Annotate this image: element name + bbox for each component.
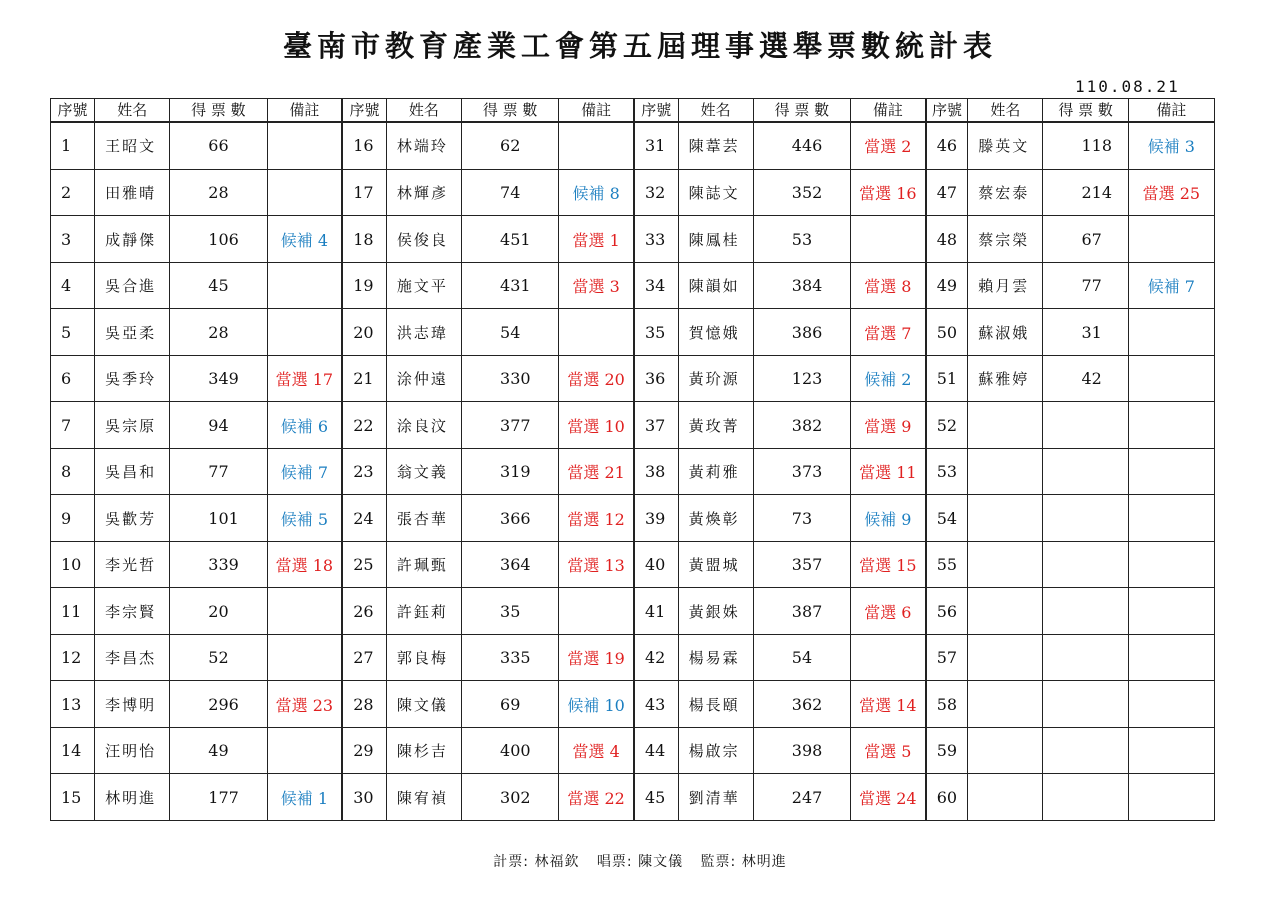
cell-seq: 53 <box>926 448 968 495</box>
cell-name: 劉清華 <box>678 774 753 821</box>
header-votes: 得 票 數 <box>753 99 850 123</box>
cell-note <box>559 588 634 635</box>
cell-seq: 42 <box>634 634 678 681</box>
cell-votes: 366 <box>462 495 559 542</box>
cell-votes <box>1043 634 1128 681</box>
cell-note: 候補 2 <box>851 355 926 402</box>
cell-votes: 31 <box>1043 309 1128 356</box>
cell-note: 候補 6 <box>267 402 342 449</box>
cell-note <box>267 634 342 681</box>
cell-note: 候補 1 <box>267 774 342 821</box>
cell-note <box>1128 495 1214 542</box>
page-title: 臺南市教育產業工會第五屆理事選舉票數統計表 <box>282 29 997 63</box>
cell-seq: 27 <box>342 634 386 681</box>
cell-seq: 47 <box>926 169 968 216</box>
cell-votes <box>1043 588 1128 635</box>
cell-name <box>968 588 1043 635</box>
cell-note: 當選 1 <box>559 216 634 263</box>
cell-name: 陳杉吉 <box>386 727 461 774</box>
cell-votes <box>1043 402 1128 449</box>
cell-seq: 34 <box>634 262 678 309</box>
vote-monitor: 監票: 林明進 <box>700 854 787 870</box>
cell-name: 王昭文 <box>95 122 170 169</box>
cell-votes: 69 <box>462 681 559 728</box>
cell-name: 郭良梅 <box>386 634 461 681</box>
cell-note: 當選 21 <box>559 448 634 495</box>
cell-name: 黃莉雅 <box>678 448 753 495</box>
cell-seq: 26 <box>342 588 386 635</box>
header-seq: 序號 <box>634 99 678 123</box>
cell-name: 張杏華 <box>386 495 461 542</box>
vote-caller: 唱票: 陳文儀 <box>596 854 684 870</box>
cell-note <box>267 309 342 356</box>
cell-name: 侯俊良 <box>386 216 461 263</box>
cell-votes: 398 <box>753 727 850 774</box>
cell-seq: 59 <box>926 727 968 774</box>
cell-seq: 49 <box>926 262 968 309</box>
cell-name: 吳昌和 <box>95 448 170 495</box>
table-row <box>51 122 1215 169</box>
cell-note <box>1128 634 1214 681</box>
cell-seq: 23 <box>342 448 386 495</box>
cell-note: 候補 3 <box>1128 122 1214 169</box>
cell-seq: 24 <box>342 495 386 542</box>
cell-name: 汪明怡 <box>95 727 170 774</box>
cell-votes: 382 <box>753 402 850 449</box>
cell-seq: 8 <box>51 448 95 495</box>
cell-name: 蘇淑娥 <box>968 309 1043 356</box>
cell-note <box>851 634 926 681</box>
cell-votes: 349 <box>170 355 267 402</box>
cell-votes: 377 <box>462 402 559 449</box>
cell-name: 林端玲 <box>386 122 461 169</box>
footer-signatures <box>0 851 1280 871</box>
cell-name <box>968 541 1043 588</box>
cell-name <box>968 727 1043 774</box>
cell-votes <box>1043 495 1128 542</box>
cell-note <box>1128 355 1214 402</box>
header-note: 備註 <box>851 99 926 123</box>
cell-votes <box>1043 774 1128 821</box>
cell-votes: 386 <box>753 309 850 356</box>
cell-note <box>1128 774 1214 821</box>
cell-name: 楊長頤 <box>678 681 753 728</box>
cell-name <box>968 774 1043 821</box>
cell-name: 楊易霖 <box>678 634 753 681</box>
cell-seq: 58 <box>926 681 968 728</box>
cell-seq: 40 <box>634 541 678 588</box>
table-row <box>51 169 1215 216</box>
cell-seq: 29 <box>342 727 386 774</box>
cell-note <box>1128 727 1214 774</box>
cell-note <box>267 727 342 774</box>
cell-votes: 74 <box>462 169 559 216</box>
table-row <box>51 262 1215 309</box>
cell-votes: 62 <box>462 122 559 169</box>
cell-name: 陳文儀 <box>386 681 461 728</box>
cell-seq: 11 <box>51 588 95 635</box>
cell-votes: 66 <box>170 122 267 169</box>
cell-note <box>559 122 634 169</box>
cell-name: 楊啟宗 <box>678 727 753 774</box>
header-seq: 序號 <box>342 99 386 123</box>
cell-name: 陳宥禎 <box>386 774 461 821</box>
cell-votes: 357 <box>753 541 850 588</box>
header-note: 備註 <box>1128 99 1214 123</box>
cell-votes: 118 <box>1043 122 1128 169</box>
cell-note <box>267 169 342 216</box>
cell-name: 涂良汶 <box>386 402 461 449</box>
cell-seq: 21 <box>342 355 386 402</box>
table-header-row <box>51 99 1215 123</box>
cell-note <box>1128 216 1214 263</box>
cell-votes: 431 <box>462 262 559 309</box>
cell-name <box>968 681 1043 728</box>
cell-note: 候補 7 <box>1128 262 1214 309</box>
cell-votes: 53 <box>753 216 850 263</box>
cell-seq: 45 <box>634 774 678 821</box>
cell-name: 洪志瑋 <box>386 309 461 356</box>
cell-seq: 55 <box>926 541 968 588</box>
cell-name: 黃銀姝 <box>678 588 753 635</box>
cell-votes: 54 <box>462 309 559 356</box>
header-name: 姓名 <box>678 99 753 123</box>
cell-note: 當選 24 <box>851 774 926 821</box>
vote-count-table <box>50 98 1215 821</box>
cell-name: 黃玫菁 <box>678 402 753 449</box>
cell-seq: 51 <box>926 355 968 402</box>
cell-votes: 101 <box>170 495 267 542</box>
cell-seq: 46 <box>926 122 968 169</box>
cell-name: 蔡宏泰 <box>968 169 1043 216</box>
cell-name: 許珮甄 <box>386 541 461 588</box>
cell-note <box>267 122 342 169</box>
header-seq: 序號 <box>51 99 95 123</box>
cell-seq: 1 <box>51 122 95 169</box>
cell-name: 李光哲 <box>95 541 170 588</box>
cell-note: 當選 18 <box>267 541 342 588</box>
cell-name: 蔡宗榮 <box>968 216 1043 263</box>
cell-votes: 330 <box>462 355 559 402</box>
cell-votes: 123 <box>753 355 850 402</box>
cell-note: 候補 10 <box>559 681 634 728</box>
cell-votes: 49 <box>170 727 267 774</box>
cell-seq: 9 <box>51 495 95 542</box>
table-row <box>51 402 1215 449</box>
cell-votes: 77 <box>170 448 267 495</box>
cell-name: 涂仲遠 <box>386 355 461 402</box>
cell-votes: 387 <box>753 588 850 635</box>
cell-seq: 14 <box>51 727 95 774</box>
cell-note: 當選 23 <box>267 681 342 728</box>
cell-name: 李博明 <box>95 681 170 728</box>
cell-seq: 60 <box>926 774 968 821</box>
cell-note: 當選 15 <box>851 541 926 588</box>
cell-seq: 19 <box>342 262 386 309</box>
cell-seq: 18 <box>342 216 386 263</box>
table-row <box>51 541 1215 588</box>
table-row <box>51 448 1215 495</box>
cell-note: 候補 8 <box>559 169 634 216</box>
cell-note: 當選 6 <box>851 588 926 635</box>
cell-votes <box>1043 448 1128 495</box>
cell-seq: 22 <box>342 402 386 449</box>
cell-votes: 373 <box>753 448 850 495</box>
cell-seq: 33 <box>634 216 678 263</box>
cell-votes: 446 <box>753 122 850 169</box>
cell-seq: 50 <box>926 309 968 356</box>
cell-note <box>1128 681 1214 728</box>
cell-name: 吳合進 <box>95 262 170 309</box>
cell-note: 當選 3 <box>559 262 634 309</box>
cell-note: 候補 4 <box>267 216 342 263</box>
cell-votes: 384 <box>753 262 850 309</box>
cell-note: 候補 9 <box>851 495 926 542</box>
cell-seq: 5 <box>51 309 95 356</box>
cell-name: 蘇雅婷 <box>968 355 1043 402</box>
header-votes: 得 票 數 <box>462 99 559 123</box>
cell-name: 陳鳳桂 <box>678 216 753 263</box>
cell-votes: 296 <box>170 681 267 728</box>
cell-note: 候補 5 <box>267 495 342 542</box>
cell-seq: 52 <box>926 402 968 449</box>
cell-seq: 30 <box>342 774 386 821</box>
cell-votes: 352 <box>753 169 850 216</box>
cell-name: 賀憶娥 <box>678 309 753 356</box>
cell-votes: 319 <box>462 448 559 495</box>
cell-note: 候補 7 <box>267 448 342 495</box>
cell-name: 陳葦芸 <box>678 122 753 169</box>
cell-votes: 214 <box>1043 169 1128 216</box>
cell-name: 賴月雲 <box>968 262 1043 309</box>
cell-seq: 12 <box>51 634 95 681</box>
cell-seq: 35 <box>634 309 678 356</box>
cell-seq: 56 <box>926 588 968 635</box>
header-name: 姓名 <box>95 99 170 123</box>
header-note: 備註 <box>267 99 342 123</box>
cell-note: 當選 9 <box>851 402 926 449</box>
cell-note <box>1128 309 1214 356</box>
cell-name: 許鈺莉 <box>386 588 461 635</box>
cell-seq: 3 <box>51 216 95 263</box>
cell-votes: 73 <box>753 495 850 542</box>
header-name: 姓名 <box>968 99 1043 123</box>
document-date: 110.08.21 <box>1075 77 1180 96</box>
cell-name: 黃玠源 <box>678 355 753 402</box>
cell-name: 成靜傑 <box>95 216 170 263</box>
table-row <box>51 495 1215 542</box>
cell-name: 李宗賢 <box>95 588 170 635</box>
cell-note <box>267 588 342 635</box>
cell-note <box>1128 588 1214 635</box>
cell-name <box>968 634 1043 681</box>
cell-name: 吳季玲 <box>95 355 170 402</box>
cell-seq: 15 <box>51 774 95 821</box>
cell-votes <box>1043 541 1128 588</box>
cell-votes: 362 <box>753 681 850 728</box>
cell-name: 吳歡芳 <box>95 495 170 542</box>
cell-votes <box>1043 727 1128 774</box>
cell-name: 田雅晴 <box>95 169 170 216</box>
cell-seq: 4 <box>51 262 95 309</box>
cell-note <box>559 309 634 356</box>
cell-seq: 2 <box>51 169 95 216</box>
cell-name: 翁文義 <box>386 448 461 495</box>
cell-note: 當選 13 <box>559 541 634 588</box>
cell-seq: 39 <box>634 495 678 542</box>
cell-note: 當選 17 <box>267 355 342 402</box>
table-row <box>51 681 1215 728</box>
cell-seq: 43 <box>634 681 678 728</box>
cell-note: 當選 8 <box>851 262 926 309</box>
cell-note <box>1128 541 1214 588</box>
cell-note: 當選 11 <box>851 448 926 495</box>
cell-seq: 44 <box>634 727 678 774</box>
cell-name: 李昌杰 <box>95 634 170 681</box>
cell-votes: 28 <box>170 309 267 356</box>
cell-votes: 335 <box>462 634 559 681</box>
cell-votes: 339 <box>170 541 267 588</box>
header-name: 姓名 <box>386 99 461 123</box>
cell-name <box>968 495 1043 542</box>
cell-seq: 10 <box>51 541 95 588</box>
header-votes: 得 票 數 <box>170 99 267 123</box>
cell-seq: 48 <box>926 216 968 263</box>
cell-note: 當選 20 <box>559 355 634 402</box>
cell-note <box>1128 448 1214 495</box>
cell-note: 當選 2 <box>851 122 926 169</box>
cell-votes: 20 <box>170 588 267 635</box>
cell-name <box>968 448 1043 495</box>
cell-seq: 41 <box>634 588 678 635</box>
cell-note <box>851 216 926 263</box>
cell-votes: 451 <box>462 216 559 263</box>
cell-votes: 54 <box>753 634 850 681</box>
cell-note: 當選 16 <box>851 169 926 216</box>
table-body <box>51 122 1215 821</box>
cell-note: 當選 12 <box>559 495 634 542</box>
table-row <box>51 355 1215 402</box>
cell-seq: 7 <box>51 402 95 449</box>
cell-votes: 35 <box>462 588 559 635</box>
cell-votes <box>1043 681 1128 728</box>
cell-name: 林明進 <box>95 774 170 821</box>
cell-seq: 16 <box>342 122 386 169</box>
cell-seq: 28 <box>342 681 386 728</box>
cell-name: 吳宗原 <box>95 402 170 449</box>
cell-votes: 45 <box>170 262 267 309</box>
table-row <box>51 634 1215 681</box>
table-row <box>51 727 1215 774</box>
cell-note: 當選 10 <box>559 402 634 449</box>
table-row <box>51 216 1215 263</box>
table-row <box>51 588 1215 635</box>
cell-seq: 25 <box>342 541 386 588</box>
cell-votes: 28 <box>170 169 267 216</box>
cell-votes: 52 <box>170 634 267 681</box>
header-votes: 得 票 數 <box>1043 99 1128 123</box>
cell-note <box>1128 402 1214 449</box>
cell-votes: 177 <box>170 774 267 821</box>
cell-name: 陳韻如 <box>678 262 753 309</box>
header-note: 備註 <box>559 99 634 123</box>
cell-note <box>267 262 342 309</box>
cell-seq: 37 <box>634 402 678 449</box>
cell-note: 當選 22 <box>559 774 634 821</box>
cell-votes: 42 <box>1043 355 1128 402</box>
cell-note: 當選 19 <box>559 634 634 681</box>
table-row <box>51 309 1215 356</box>
cell-name: 林輝彥 <box>386 169 461 216</box>
cell-seq: 36 <box>634 355 678 402</box>
cell-seq: 20 <box>342 309 386 356</box>
cell-name: 黃盟城 <box>678 541 753 588</box>
cell-seq: 38 <box>634 448 678 495</box>
cell-seq: 6 <box>51 355 95 402</box>
cell-votes: 106 <box>170 216 267 263</box>
cell-name: 施文平 <box>386 262 461 309</box>
cell-votes: 302 <box>462 774 559 821</box>
table-row <box>51 774 1215 821</box>
cell-votes: 94 <box>170 402 267 449</box>
cell-name: 陳誌文 <box>678 169 753 216</box>
cell-votes: 77 <box>1043 262 1128 309</box>
cell-seq: 17 <box>342 169 386 216</box>
cell-votes: 364 <box>462 541 559 588</box>
cell-name <box>968 402 1043 449</box>
cell-name: 黃煥彰 <box>678 495 753 542</box>
cell-name: 吳亞柔 <box>95 309 170 356</box>
cell-note: 當選 25 <box>1128 169 1214 216</box>
cell-note: 當選 5 <box>851 727 926 774</box>
cell-seq: 57 <box>926 634 968 681</box>
cell-seq: 54 <box>926 495 968 542</box>
header-seq: 序號 <box>926 99 968 123</box>
cell-votes: 67 <box>1043 216 1128 263</box>
cell-seq: 13 <box>51 681 95 728</box>
cell-seq: 31 <box>634 122 678 169</box>
vote-counter: 計票: 林福欽 <box>493 854 580 870</box>
cell-note: 當選 4 <box>559 727 634 774</box>
cell-votes: 400 <box>462 727 559 774</box>
cell-name: 滕英文 <box>968 122 1043 169</box>
cell-note: 當選 7 <box>851 309 926 356</box>
cell-votes: 247 <box>753 774 850 821</box>
cell-seq: 32 <box>634 169 678 216</box>
cell-note: 當選 14 <box>851 681 926 728</box>
